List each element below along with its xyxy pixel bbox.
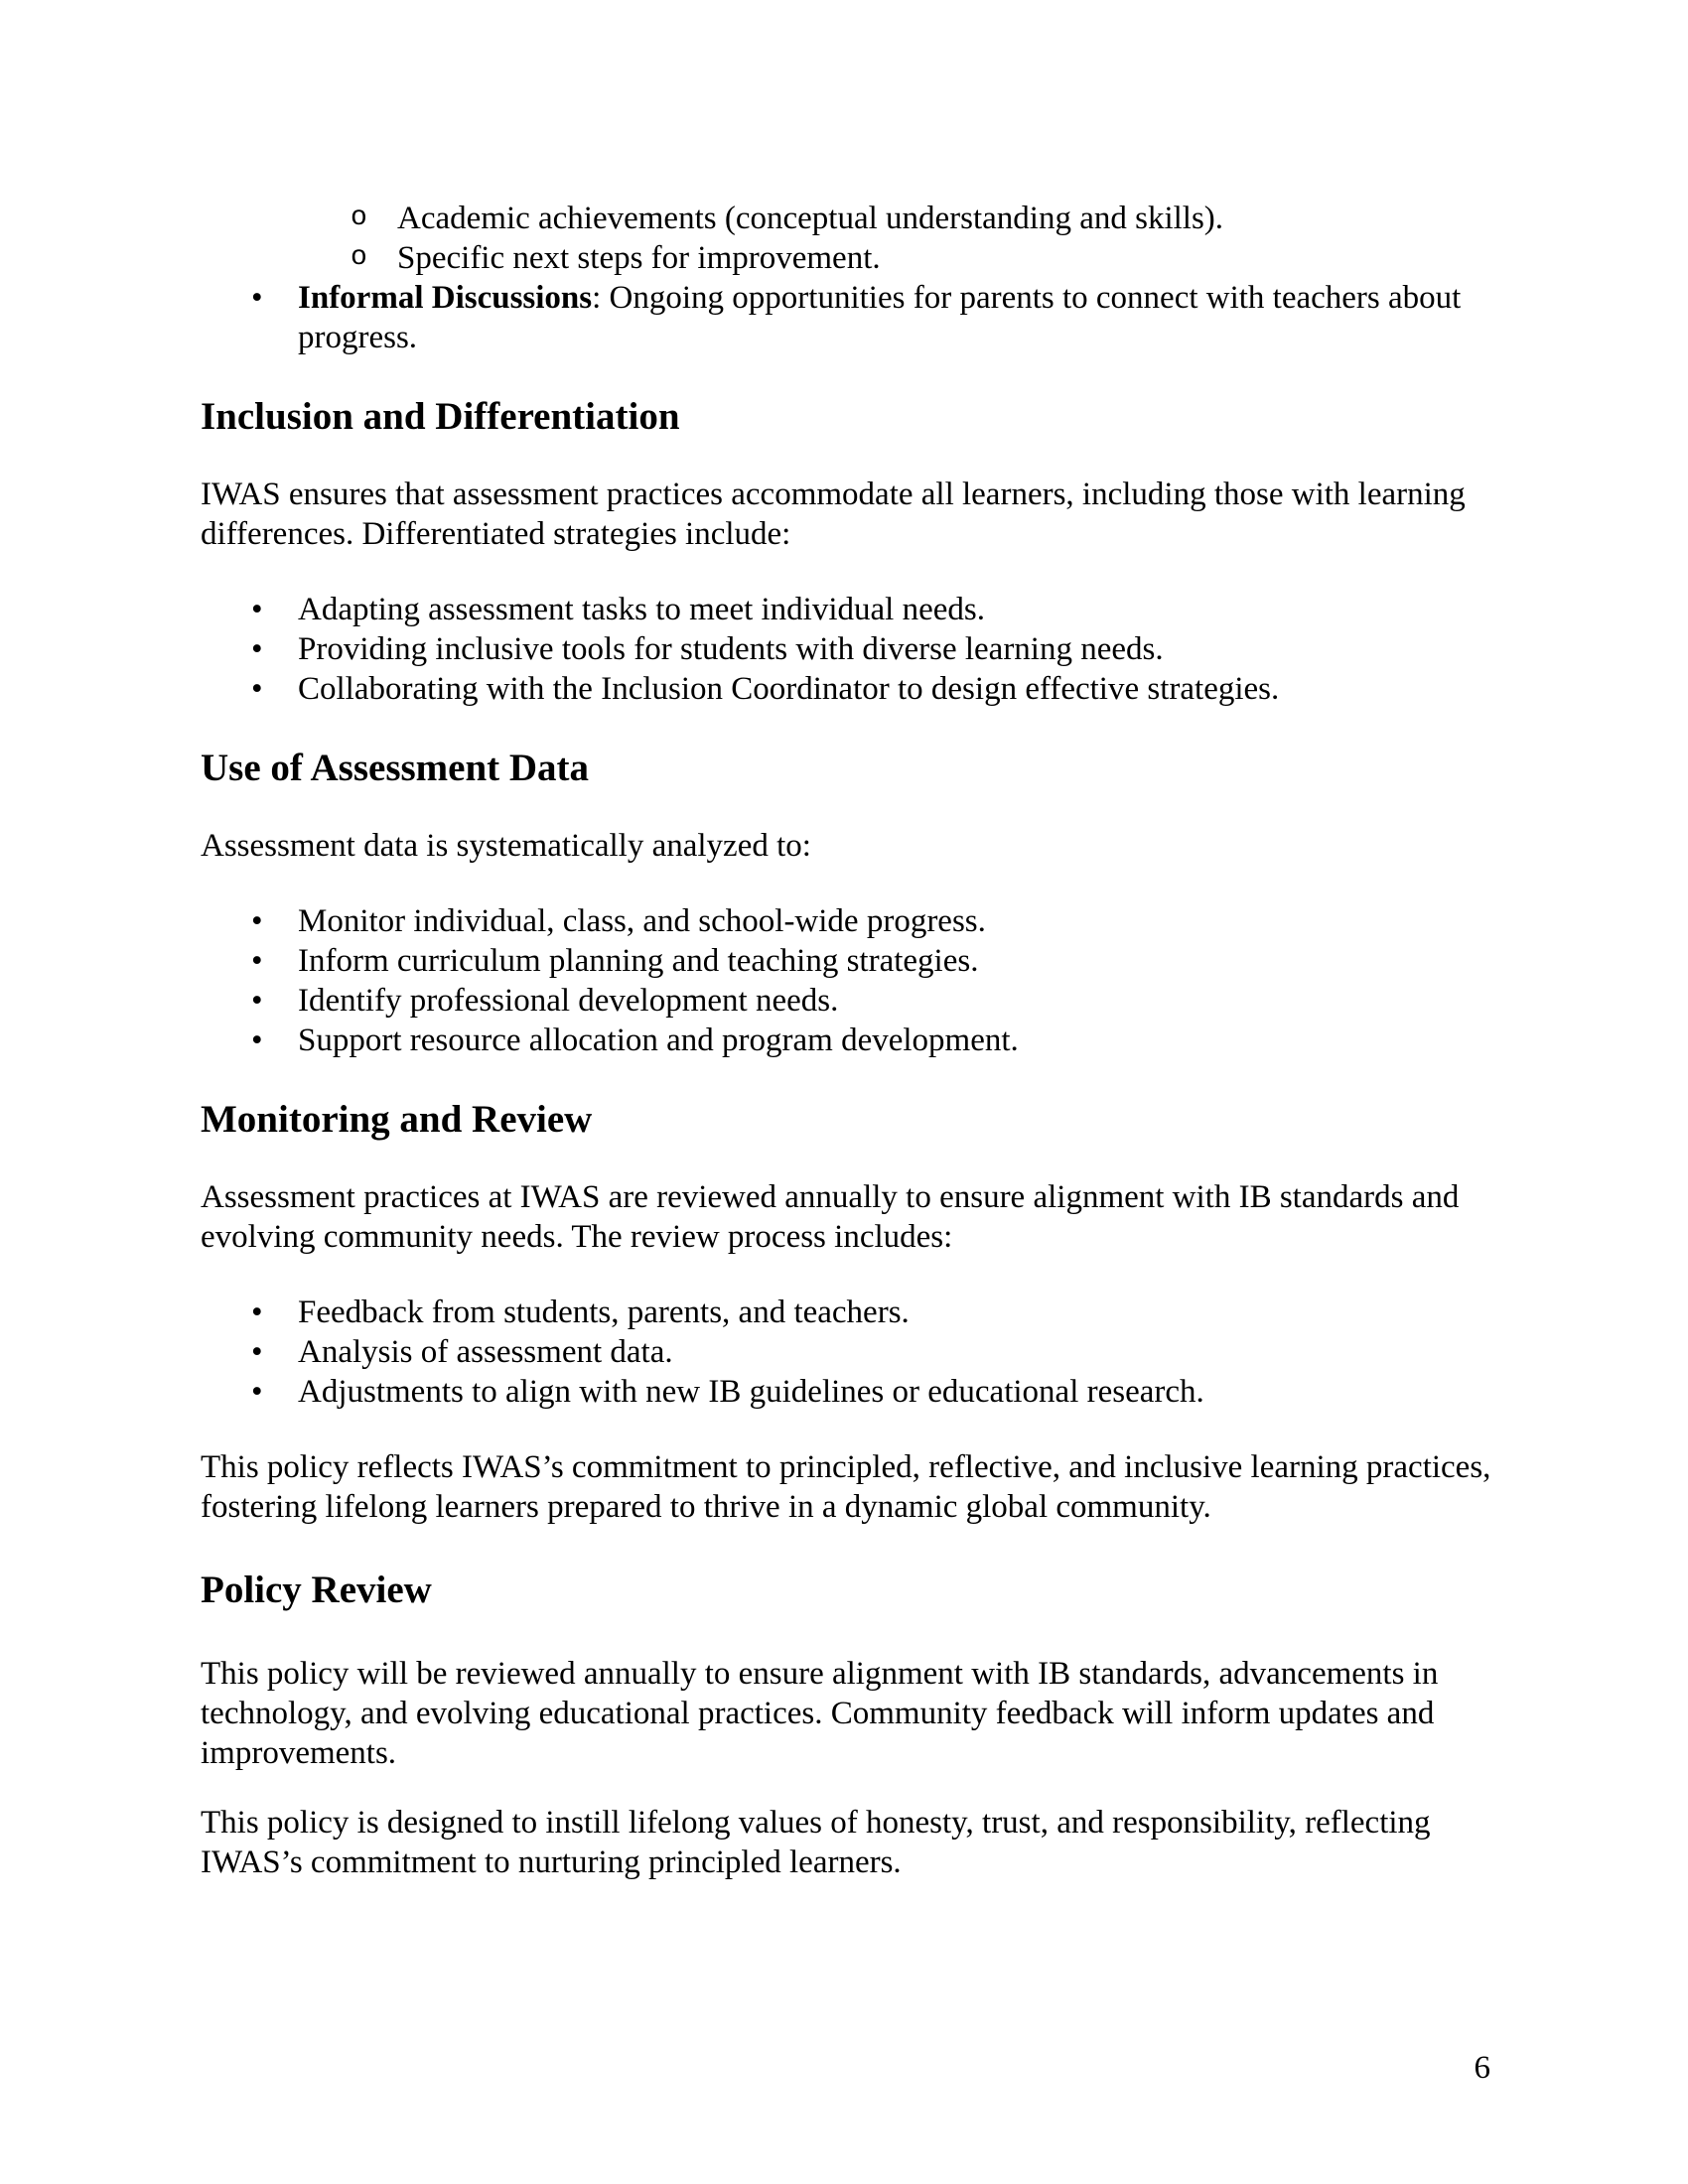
bullet-icon: •	[251, 592, 263, 627]
bullet-list	[201, 199, 1496, 357]
bullet-icon: •	[251, 1334, 263, 1370]
bullet-icon: •	[251, 903, 263, 939]
bullet-list	[201, 1293, 1496, 1412]
paragraph: IWAS ensures that assessment practices accommodate all learners, including those with learning differences. Differentiated strategies include:	[201, 477, 1466, 552]
section-heading-monitoring-and-review: Monitoring and Review	[201, 1098, 593, 1141]
list-item	[201, 238, 1496, 278]
bullet-icon: •	[251, 631, 263, 667]
paragraph: This policy will be reviewed annually to ensure alignment with IB standards, advancements in technology, and evolving educational practices. Community feedback will inform updates and improvements.	[201, 1656, 1439, 1771]
circle-bullet-icon: o	[351, 242, 367, 273]
list-item	[201, 981, 1496, 1021]
circle-bullet-icon: o	[351, 203, 367, 233]
list-item	[201, 199, 1496, 238]
bullet-icon: •	[251, 1295, 263, 1330]
list-item	[201, 1021, 1496, 1060]
bullet-icon: •	[251, 943, 263, 979]
list-item-text: Adapting assessment tasks to meet individual needs.	[298, 592, 985, 627]
list-item-text: Monitor individual, class, and school-wide progress.	[298, 903, 986, 939]
list-item-text: Providing inclusive tools for students with diverse learning needs.	[298, 631, 1164, 667]
bullet-icon: •	[251, 1374, 263, 1410]
list-item-text: Support resource allocation and program development.	[298, 1023, 1019, 1058]
section-heading-inclusion-and-differentiation: Inclusion and Differentiation	[201, 395, 680, 438]
paragraph: This policy reflects IWAS’s commitment to principled, reflective, and inclusive learning practices, fostering lifelong learners prepared to thrive in a dynamic global community.	[201, 1449, 1491, 1525]
list-item-text: : Ongoing opportunities for parents to connect with teachers about progress.	[298, 280, 1462, 355]
list-item	[201, 278, 1496, 357]
list-item	[201, 1372, 1496, 1412]
list-item-text: Feedback from students, parents, and teachers.	[298, 1295, 910, 1330]
list-item	[201, 941, 1496, 981]
section-heading-policy-review: Policy Review	[201, 1569, 432, 1611]
bullet-list	[201, 901, 1496, 1060]
bullet-icon: •	[251, 983, 263, 1019]
list-item-text: Analysis of assessment data.	[298, 1334, 673, 1370]
list-item	[201, 629, 1496, 669]
bullet-list	[201, 590, 1496, 709]
paragraph: Assessment data is systematically analyzed to:	[201, 828, 811, 864]
list-item-text: Identify professional development needs.	[298, 983, 839, 1019]
list-item	[201, 1293, 1496, 1332]
list-item-text: Academic achievements (conceptual understanding and skills).	[397, 201, 1224, 236]
list-item-text: Adjustments to align with new IB guidelines or educational research.	[298, 1374, 1204, 1410]
paragraph: Assessment practices at IWAS are reviewed annually to ensure alignment with IB standards and evolving community needs. The review process includes:	[201, 1179, 1460, 1255]
list-item-text: Inform curriculum planning and teaching strategies.	[298, 943, 979, 979]
list-item	[201, 1332, 1496, 1372]
list-item-bold-text: Informal Discussions	[298, 280, 593, 316]
paragraph: This policy is designed to instill lifelong values of honesty, trust, and responsibility, reflecting IWAS’s commitment to nurturing principled learners.	[201, 1805, 1431, 1880]
section-heading-use-of-assessment-data: Use of Assessment Data	[201, 747, 590, 789]
list-item-text: Specific next steps for improvement.	[397, 240, 881, 276]
list-item	[201, 669, 1496, 709]
bullet-icon: •	[251, 1023, 263, 1058]
list-item	[201, 590, 1496, 629]
bullet-icon: •	[251, 671, 263, 707]
list-item-text: Collaborating with the Inclusion Coordinator to design effective strategies.	[298, 671, 1280, 707]
list-item	[201, 901, 1496, 941]
page-number: 6	[1474, 2050, 1490, 2086]
bullet-icon: •	[251, 280, 263, 316]
